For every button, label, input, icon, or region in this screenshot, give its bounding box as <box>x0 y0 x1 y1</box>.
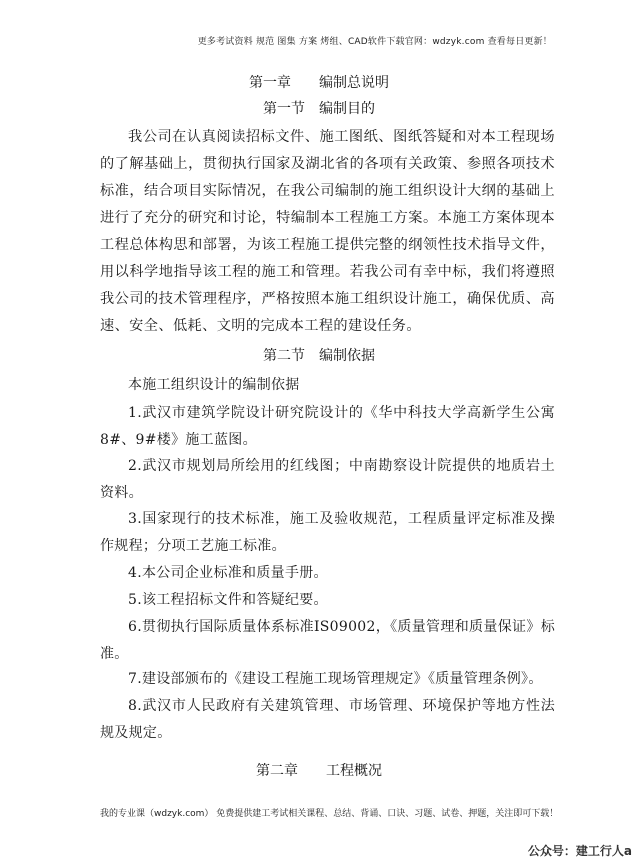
chapter-2-title: 第二章 工程概况 <box>256 763 382 779</box>
section-2-intro: 本施工组织设计的编制依据 <box>128 377 300 393</box>
basis-item-6: 6.贯彻执行国际质量体系标准IS09002，《质量管理和质量保证》标准。 <box>100 619 555 662</box>
basis-item-5: 5.该工程招标文件和答疑纪要。 <box>128 592 328 608</box>
section-1-paragraph: 我公司在认真阅读招标文件、施工图纸、图纸答疑和对本工程现场的了解基础上，贯彻执行国家及湖北省的各项有关政策、参照各项技术标准，结合项目实际情况，在我公司编制的施工组织设计大纲的基础上进行了充分的研究和讨论，特编制本工程施工方案。本施工方案体现本工程总体构思和部署，为该工程施工提供完整的纲领性技术指导文件，用以科学地指导该工程的施工和管理。若我公司有幸中标，我们将遵照我公司的技术管理程序，严格按照本施工组织设计施工，确保优质、高速、安全、低耗、文明的完成本工程的建设任务。 <box>100 129 555 334</box>
page-header: 更多考试资料 规范 图集 方案 烤组、CAD软件下载官网：wdzyk.com 查看每日更新！ <box>197 37 552 47</box>
chapter-1-title: 第一章 编制总说明 <box>249 75 389 91</box>
section-1-title: 第一节 编制目的 <box>263 101 375 117</box>
basis-item-4: 4.本公司企业标准和质量手册。 <box>128 565 328 581</box>
basis-item-3: 3.国家现行的技术标准，施工及验收规范，工程质量评定标准及操作规程；分项工艺施工标准。 <box>100 511 555 554</box>
basis-item-2: 2.武汉市规划局所绘用的红线图；中南勘察设计院提供的地质岩土资料。 <box>100 458 555 501</box>
section-2-title: 第二节 编制依据 <box>263 348 375 364</box>
basis-item-7: 7.建设部颁布的《建设工程施工现场管理规定》《质量管理条例》。 <box>128 671 543 687</box>
basis-item-8: 8.武汉市人民政府有关建筑管理、市场管理、环境保护等地方性法规及规定。 <box>100 698 555 741</box>
page-footer: 我的专业课（wdzyk.com） 免费提供建工考试相关课程、总结、背诵、口诀、习题、试卷、押题，关注即可下载！ <box>100 809 559 819</box>
basis-item-1: 1.武汉市建筑学院设计研究院设计的《华中科技大学高新学生公寓8#、9#楼》施工蓝图。 <box>100 405 555 448</box>
watermark: 公众号：建工行人a <box>527 844 632 858</box>
